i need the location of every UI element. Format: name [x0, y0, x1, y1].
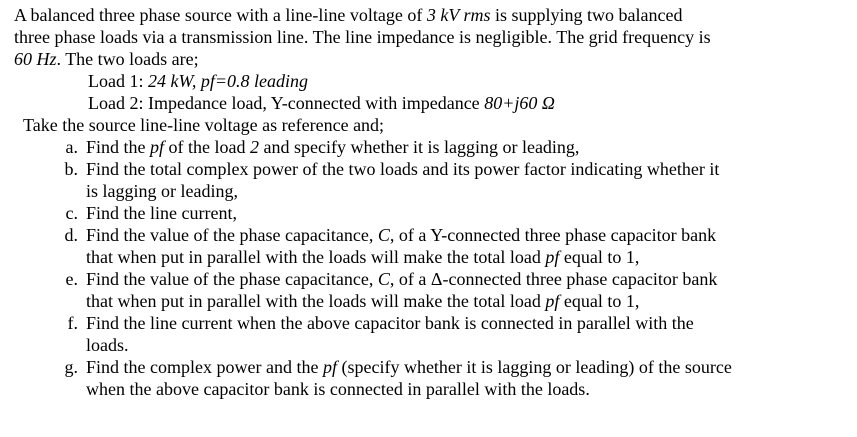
question-item-f — [14, 312, 844, 356]
item-text: , of a Δ-connected three phase capacitor bank — [389, 269, 718, 289]
item-text: that when put in parallel with the loads will make the total load — [86, 291, 546, 311]
item-text: is lagging or leading, — [86, 181, 238, 201]
problem-statement — [14, 4, 844, 400]
item-body — [86, 356, 844, 400]
item-text: that when put in parallel with the loads will make the total load — [86, 247, 546, 267]
item-text: Find the total complex power of the two loads and its power factor indicating whether it — [86, 159, 720, 179]
question-item-g — [14, 356, 844, 400]
load-1-label: Load 1: — [88, 71, 148, 91]
load-1-value: 24 kW, pf=0.8 leading — [148, 71, 308, 91]
item-text: equal to 1, — [559, 247, 640, 267]
intro-text: . The two loads are; — [56, 49, 199, 69]
item-body — [86, 268, 844, 312]
item-body — [86, 224, 844, 268]
frequency-value: 60 Hz — [14, 49, 57, 69]
intro-text: A balanced three phase source with a line-line voltage of — [14, 5, 427, 25]
item-text-italic: pf — [150, 137, 165, 157]
item-letter: d. — [64, 225, 78, 245]
item-letter: a. — [65, 137, 78, 157]
voltage-value: 3 kV rms — [426, 5, 491, 25]
intro-line-2: three phase loads via a transmission line. The line impedance is negligible. The grid frequency is — [14, 27, 711, 47]
item-text-italic: pf — [545, 291, 560, 311]
item-letter: f. — [67, 313, 78, 333]
item-text: of the load — [164, 137, 251, 157]
item-text: Find the value of the phase capacitance, — [86, 269, 378, 289]
item-text: Find the — [86, 137, 151, 157]
item-text-italic: C — [377, 269, 390, 289]
item-body — [86, 202, 844, 224]
load-2-line — [14, 92, 844, 114]
intro-line-3 — [14, 48, 844, 70]
load-2-label: Load 2: Impedance load, Y-connected with impedance — [88, 93, 485, 113]
item-text: Find the complex power and the — [86, 357, 323, 377]
item-body — [86, 136, 844, 158]
question-item-a — [14, 136, 844, 158]
item-letter: e. — [65, 269, 78, 289]
instruction-line: Take the source line-line voltage as reference and; — [23, 115, 385, 135]
intro-text: is supplying two balanced — [490, 5, 683, 25]
item-text: and specify whether it is lagging or leading, — [259, 137, 580, 157]
item-text: , of a Y-connected three phase capacitor bank — [389, 225, 717, 245]
item-text: when the above capacitor bank is connected in parallel with the loads. — [86, 379, 590, 399]
item-body — [86, 312, 844, 356]
question-item-d — [14, 224, 844, 268]
item-text: Find the line current, — [86, 203, 237, 223]
item-text: (specify whether it is lagging or leading) of the source — [336, 357, 732, 377]
question-item-b — [14, 158, 844, 202]
item-text: loads. — [86, 335, 129, 355]
load-2-value: 80+j60 Ω — [484, 93, 555, 113]
item-letter: g. — [64, 357, 78, 377]
item-text-italic: pf — [545, 247, 560, 267]
item-text-italic: 2 — [250, 137, 260, 157]
item-text: Find the line current when the above capacitor bank is connected in parallel with the — [86, 313, 694, 333]
intro-line-1 — [14, 4, 844, 26]
question-item-e — [14, 268, 844, 312]
item-letter: c. — [65, 203, 78, 223]
load-1-line — [14, 70, 844, 92]
question-item-c — [14, 202, 844, 224]
item-text-italic: C — [377, 225, 390, 245]
item-letter: b. — [64, 159, 78, 179]
item-text: equal to 1, — [559, 291, 640, 311]
item-text-italic: pf — [322, 357, 337, 377]
item-body — [86, 158, 844, 202]
item-text: Find the value of the phase capacitance, — [86, 225, 378, 245]
